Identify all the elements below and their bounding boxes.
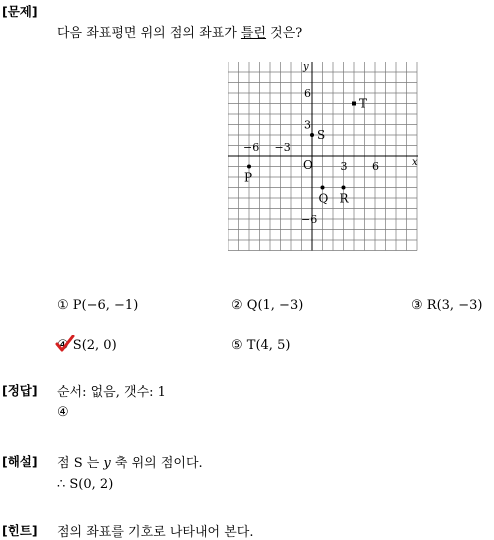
- point-label-t: T: [359, 96, 368, 111]
- hint-tag: [힌트]: [2, 523, 38, 538]
- point-label-s: S: [317, 128, 326, 142]
- question-underlined: 틀린: [240, 26, 267, 41]
- explanation-tag: [해설]: [2, 454, 38, 469]
- x-tick-label: −3: [274, 141, 291, 154]
- x-tick-label: −6: [243, 141, 260, 154]
- point-label-q: Q: [318, 191, 329, 206]
- answer-line-1: 순서: 없음, 갯수: 1: [57, 385, 166, 400]
- explanation-line-1: [57, 452, 203, 471]
- x-axis-label: x: [412, 157, 418, 168]
- question-before: 다음 좌표평면 위의 점의 좌표가: [57, 26, 241, 41]
- answer-line-2: ④: [57, 405, 69, 420]
- y-tick-label: −6: [301, 213, 318, 226]
- hint-text: 점의 좌표를 기호로 나타내어 본다.: [57, 525, 254, 540]
- check-mark-icon: [55, 335, 75, 353]
- question-text: [57, 22, 302, 41]
- problem-tag: [문제]: [2, 4, 38, 19]
- choice-4[interactable]: [57, 338, 117, 353]
- point-label-p: P: [244, 170, 253, 185]
- axes: [228, 62, 418, 251]
- choice-5-text: T(4, 5): [246, 338, 291, 353]
- choice-3[interactable]: [411, 298, 482, 313]
- y-tick-label: 3: [304, 118, 311, 132]
- choice-1[interactable]: [57, 298, 138, 313]
- choice-4-text: S(2, 0): [72, 338, 117, 353]
- point-label-r: R: [339, 191, 349, 206]
- choice-4-marker: ④: [57, 338, 69, 353]
- choice-5-marker: ⑤: [231, 338, 243, 353]
- choice-2-marker: ②: [231, 298, 243, 313]
- y-tick-label: 6: [304, 87, 311, 100]
- choice-2-text: Q(1, −3): [246, 298, 304, 313]
- point-q: [321, 186, 325, 190]
- choice-5[interactable]: [231, 338, 290, 353]
- point-r: [342, 186, 346, 190]
- explanation-line-2: ∴ S(0, 2): [57, 477, 114, 492]
- question-after: 것은?: [266, 26, 303, 41]
- choice-3-text: R(3, −3): [426, 298, 483, 313]
- x-tick-label: 6: [372, 160, 379, 173]
- choice-3-marker: ③: [411, 298, 423, 313]
- choice-2[interactable]: [231, 298, 303, 313]
- plotted-points: [244, 97, 367, 206]
- y-axis-label: y: [303, 62, 309, 73]
- choice-1-marker: ①: [57, 298, 69, 313]
- choice-1-text: P(−6, −1): [72, 298, 139, 313]
- answer-tag: [정답]: [2, 383, 38, 398]
- point-t: [352, 102, 356, 106]
- x-tick-label: 3: [340, 160, 348, 173]
- explanation-var: y: [103, 456, 111, 471]
- point-s: [310, 133, 314, 137]
- explanation-before: 점 S 는: [57, 456, 104, 471]
- origin-label: O: [303, 158, 313, 172]
- point-p: [247, 165, 251, 169]
- coordinate-plane: [228, 62, 418, 252]
- choice-4-marker-wrap: [57, 338, 69, 353]
- explanation-after: 축 위의 점이다.: [110, 456, 203, 471]
